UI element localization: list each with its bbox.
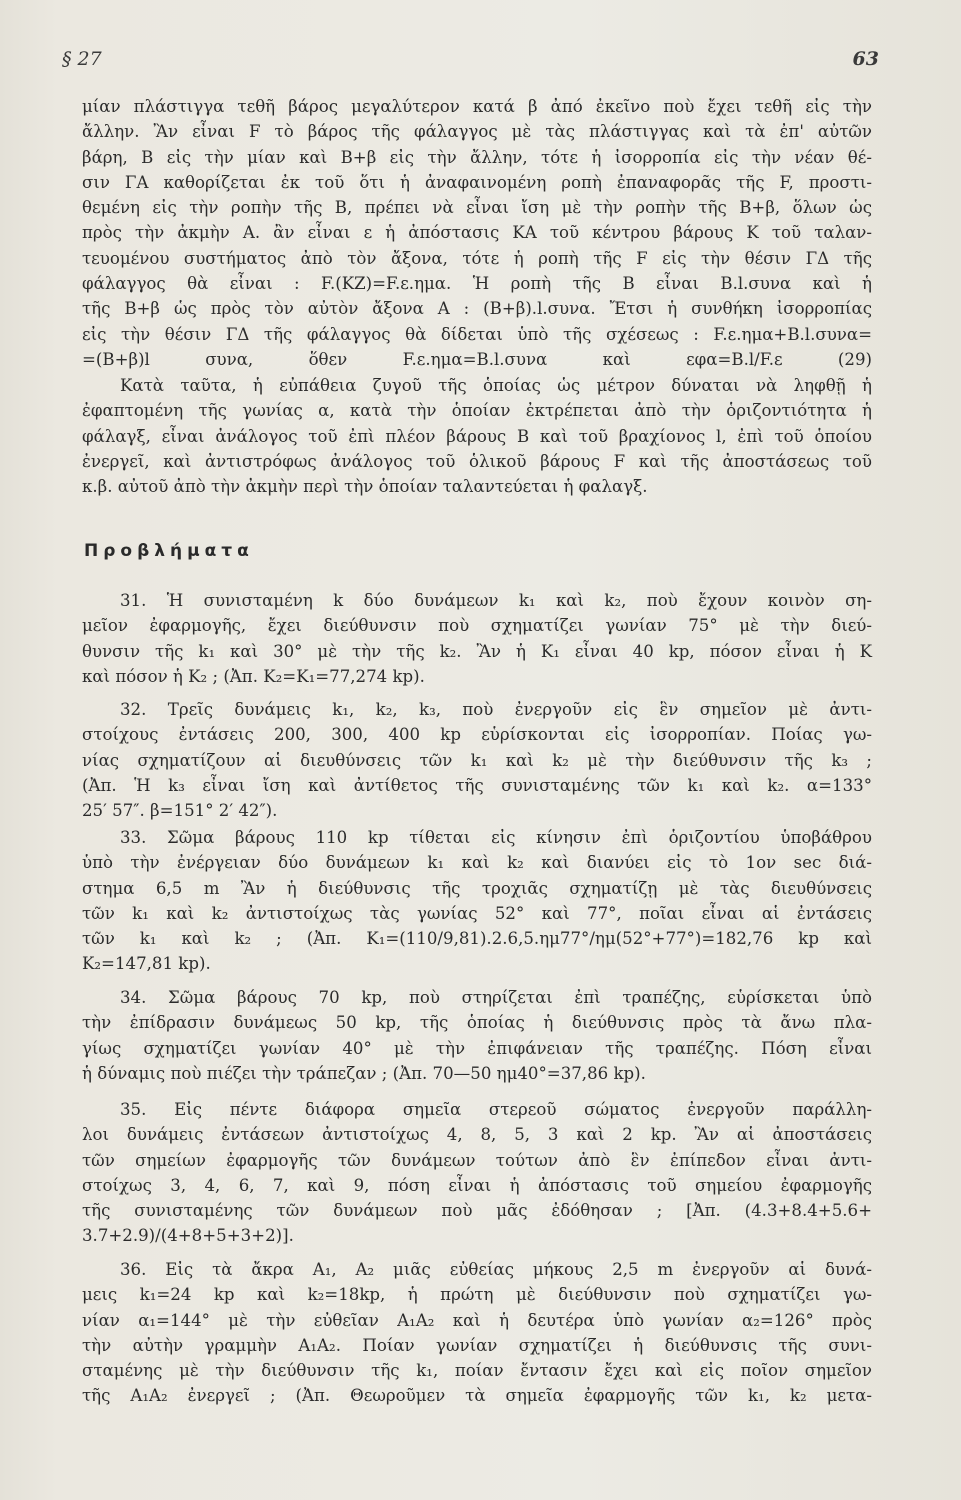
- text-line: νίας σχηματίζουν αἱ διευθύνσεις τῶν k₁ καὶ k₂ μὲ τὴν διεύθυνσιν τῆς k₃ ;: [82, 750, 872, 770]
- text-line: 3.7+2.9)/(4+8+5+3+2)].: [82, 1226, 294, 1246]
- text-line: ἐνεργεῖ, καὶ ἀντιστρόφως ἀνάλογος τοῦ ὁλικοῦ βάρους F καὶ τῆς ἀποστάσεως τοῦ: [82, 451, 872, 471]
- problem-32: [82, 697, 872, 823]
- text-line: ἄλλην. Ἂν εἶναι F τὸ βάρος τῆς φάλαγγος μὲ τὰς πλάστιγγας καὶ τὰ ἐπ' αὐτῶν: [82, 122, 872, 142]
- text-line: τῶν k₁ καὶ k₂ ἀντιστοίχως τὰς γωνίας 52° καὶ 77°, ποῖαι εἶναι αἱ ἐντάσεις: [82, 903, 872, 923]
- text-line: γίως σχηματίζει γωνίαν 40° μὲ τὴν ἐπιφάνειαν τῆς τραπέζης. Πόση εἶναι: [82, 1038, 872, 1058]
- text-line: 31. Ἡ συνισταμένη k δύο δυνάμεων k₁ καὶ k₂, ποὺ ἔχουν κοινὸν ση-: [120, 591, 872, 610]
- text-line: τῆς συνισταμένης τῶν δυνάμεων ποὺ μᾶς ἐδόθησαν ; [Ἀπ. (4.3+8.4+5.6+: [82, 1201, 872, 1221]
- text-line: εἰς τὴν θέσιν ΓΔ τῆς φάλαγγος θὰ δίδεται ὑπὸ τῆς σχέσεως : F.ε.ημα+Β.l.συνα=: [82, 324, 872, 344]
- conclusion-paragraph: [82, 373, 872, 499]
- text-line: 32. Τρεῖς δυνάμεις k₁, k₂, k₃, ποὺ ἐνεργοῦν εἰς ἓν σημεῖον μὲ ἀντι-: [120, 700, 872, 719]
- text-line: λοι δυνάμεις ἐντάσεων ἀντιστοίχως 4, 8, 5, 3 καὶ 2 kp. Ἂν αἱ ἀποστάσεις: [82, 1125, 872, 1145]
- text-line: 36. Εἰς τὰ ἄκρα Α₁, Α₂ μιᾶς εὐθείας μήκους 2,5 m ἐνεργοῦν αἱ δυνά-: [120, 1260, 872, 1279]
- problem-33: [82, 825, 872, 977]
- text-line: βάρη, Β εἰς τὴν μίαν καὶ Β+β εἰς τὴν ἄλλην, τότε ἡ ἰσορροπία εἰς τὴν νέαν θέ-: [82, 147, 872, 167]
- text-line: ὑπὸ τὴν ἐνέργειαν δύο δυνάμεων k₁ καὶ k₂ καὶ διανύει εἰς τὸ 1ον sec διά-: [82, 853, 872, 873]
- problem-35: [82, 1097, 872, 1249]
- text-line: τῶν σημείων ἐφαρμογῆς τῶν δυνάμεων τούτων ἀπὸ ἓν ἐπίπεδον εἶναι ἀντι-: [82, 1150, 872, 1170]
- text-line: πρὸς τὴν ἀκμὴν Α. ἂν εἶναι ε ἡ ἀπόστασις ΚΑ τοῦ κέντρου βάρους Κ τοῦ ταλαν-: [82, 223, 872, 243]
- text-line: καὶ πόσον ἡ Κ₂ ; (Ἀπ. Κ₂=Κ₁=77,274 kp).: [82, 666, 425, 686]
- text-line: θυνσιν τῆς k₁ καὶ 30° μὲ τὴν τῆς k₂. Ἂν ἡ Κ₁ εἶναι 40 kp, πόσον εἶναι ἡ Κ: [82, 641, 872, 661]
- problem-36: [82, 1257, 872, 1409]
- section-number: § 27: [62, 48, 102, 70]
- text-line: στοίχως 3, 4, 6, 7, καὶ 9, πόση εἶναι ἡ ἀπόστασις τοῦ σημείου ἐφαρμογῆς: [82, 1175, 872, 1195]
- text-line: τῶν k₁ καὶ k₂ ; (Ἀπ. Κ₁=(110/9,81).2.6,5.ημ77°/ημ(52°+77°)=182,76 kp καὶ: [82, 929, 872, 949]
- text-line: τευομένου συστήματος ἀπὸ τὸν ἄξονα, τότε ἡ ροπὴ τῆς F εἰς τὴν θέσιν ΓΔ τῆς: [82, 248, 872, 268]
- text-line: νίαν α₁=144° μὲ τὴν εὐθεῖαν Α₁Α₂ καὶ ἡ δευτέρα ὑπὸ γωνίαν α₂=126° πρὸς: [82, 1310, 872, 1330]
- text-line: μεις k₁=24 kp καὶ k₂=18kp, ἡ πρώτη μὲ διεύθυνσιν ποὺ σχηματίζει γω-: [82, 1285, 872, 1305]
- text-line: 35. Εἰς πέντε διάφορα σημεῖα στερεοῦ σώματος ἐνεργοῦν παράλλη-: [120, 1100, 872, 1119]
- text-line: τῆς Α₁Α₂ ἐνεργεῖ ; (Ἀπ. Θεωροῦμεν τὰ σημεῖα ἐφαρμογῆς τῶν k₁, k₂ μετα-: [82, 1386, 872, 1406]
- problems-heading: Προβλήματα: [84, 541, 254, 561]
- text-line: Κ₂=147,81 kp).: [82, 954, 211, 974]
- text-line: 25′ 57″. β=151° 2′ 42″).: [82, 801, 278, 821]
- text-line: στημα 6,5 m Ἂν ἡ διεύθυνσις τῆς τροχιᾶς σχηματίζῃ μὲ τὰς διευθύνσεις: [82, 878, 872, 898]
- text-line: κ.β. αὐτοῦ ἀπὸ τὴν ἀκμὴν περὶ τὴν ὁποίαν ταλαντεύεται ἡ φαλαγξ.: [82, 477, 648, 497]
- text-line: ἐφαπτομένη τῆς γωνίας α, κατὰ τὴν ὁποίαν ἐκτρέπεται ἀπὸ τὴν ὁριζοντιότητα ἡ: [82, 401, 872, 421]
- problem-31: [82, 588, 872, 689]
- page-header: [62, 48, 879, 76]
- text-line: (Ἀπ. Ἡ k₃ εἶναι ἴση καὶ ἀντίθετος τῆς συνισταμένης τῶν k₁ καὶ k₂. α=133°: [82, 775, 872, 795]
- equation-line: =(Β+β)l συνα, ὅθεν F.ε.ημα=Β.l.συνα καὶ εφα=Β.l/F.ε (29): [82, 349, 872, 369]
- page-number: 63: [852, 48, 879, 70]
- text-line: φάλαγξ, εἶναι ἀνάλογος τοῦ ἐπὶ πλέον βάρους Β καὶ τοῦ βραχίονος l, ἐπὶ τοῦ ὁποίου: [82, 426, 872, 446]
- text-line: τὴν ἐπίδρασιν δυνάμεως 50 kp, τῆς ὁποίας ἡ διεύθυνσις πρὸς τὰ ἄνω πλα-: [82, 1013, 872, 1033]
- intro-paragraph: [82, 94, 872, 372]
- text-line: 33. Σῶμα βάρους 110 kp τίθεται εἰς κίνησιν ἐπὶ ὁριζοντίου ὑποβάθρου: [120, 828, 872, 847]
- text-line: τὴν αὐτὴν γραμμὴν Α₁Α₂. Ποίαν γωνίαν σχηματίζει ἡ διεύθυνσις τῆς συνι-: [82, 1335, 872, 1355]
- text-line: σιν ΓΑ καθορίζεται ἐκ τοῦ ὅτι ἡ ἀναφαινομένη ροπὴ ἐπαναφορᾶς τῆς F, προστι-: [82, 172, 872, 192]
- text-line: μεῖον ἐφαρμογῆς, ἔχει διεύθυνσιν ποὺ σχηματίζει γωνίαν 75° μὲ τὴν διεύ-: [82, 616, 872, 636]
- text-line: στοίχους ἐντάσεις 200, 300, 400 kp εὑρίσκονται εἰς ἰσορροπίαν. Ποίας γω-: [82, 725, 872, 745]
- text-line: θεμένη εἰς τὴν ροπὴν τῆς Β, πρέπει νὰ εἶναι ἴση μὲ τὴν ροπὴν τῆς Β+β, ὅλων ὡς: [82, 198, 872, 218]
- text-line: ἡ δύναμις ποὺ πιέζει τὴν τράπεζαν ; (Ἀπ. 70—50 ημ40°=37,86 kp).: [82, 1063, 646, 1083]
- problem-34: [82, 985, 872, 1086]
- text-line: 34. Σῶμα βάρους 70 kp, ποὺ στηρίζεται ἐπὶ τραπέζης, εὑρίσκεται ὑπὸ: [120, 988, 872, 1007]
- text-line: μίαν πλάστιγγα τεθῆ βάρος μεγαλύτερον κατά β ἀπό ἐκεῖνο ποὺ ἔχει τεθῆ εἰς τὴν: [82, 97, 872, 116]
- text-line: σταμένης μὲ τὴν διεύθυνσιν τῆς k₁, ποίαν ἔντασιν ἔχει καὶ εἰς ποῖον σημεῖον: [82, 1361, 872, 1381]
- text-line: Κατὰ ταῦτα, ἡ εὐπάθεια ζυγοῦ τῆς ὁποίας ὡς μέτρον δύναται νὰ ληφθῇ ἡ: [120, 376, 872, 395]
- text-line: τῆς Β+β ὡς πρὸς τὸν αὐτὸν ἄξονα Α : (Β+β).l.συνα. Ἔτσι ἡ συνθήκη ἰσορροπίας: [82, 299, 872, 319]
- text-line: φάλαγγος θὰ εἶναι : F.(ΚΖ)=F.ε.ημα. Ἡ ροπὴ τῆς Β εἶναι Β.l.συνα καὶ ἡ: [82, 274, 872, 294]
